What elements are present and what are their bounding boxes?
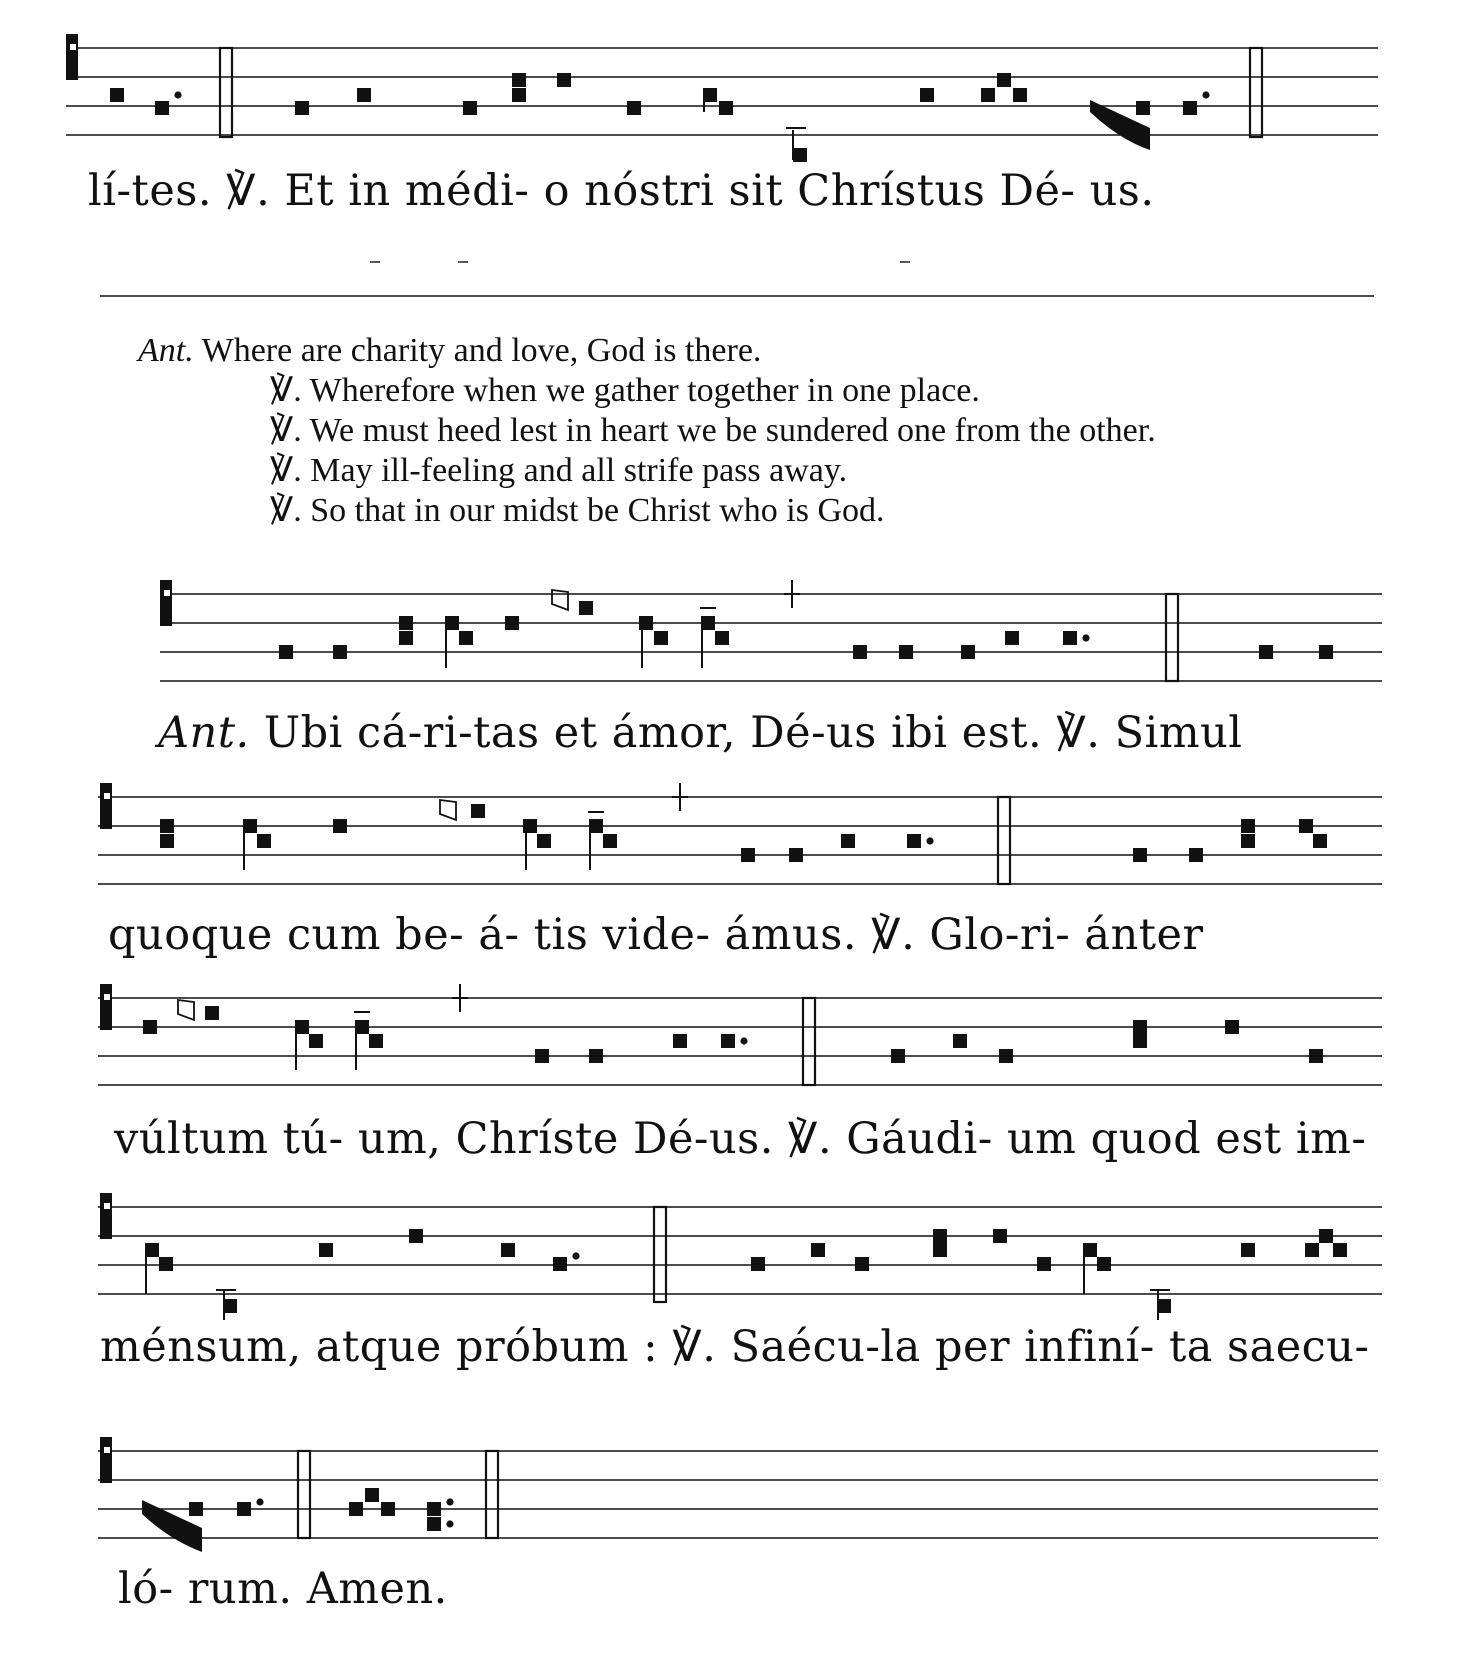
do-clef-icon: [100, 1437, 112, 1483]
punctum-note-icon: [961, 645, 975, 659]
punctum-note-icon: [1259, 645, 1273, 659]
punctum-note-icon: [512, 73, 526, 87]
punctum-note-icon: [557, 73, 571, 87]
punctum-note-icon: [853, 645, 867, 659]
punctum-note-icon: [1157, 1299, 1171, 1313]
punctum-note-icon: [357, 88, 371, 102]
punctum-note-icon: [1133, 1034, 1147, 1048]
punctum-note-icon: [811, 1243, 825, 1257]
punctum-note-icon: [841, 834, 855, 848]
punctum-note-icon: [579, 601, 593, 615]
punctum-note-icon: [445, 616, 459, 630]
verse-symbol: ℣.: [270, 492, 302, 529]
punctum-note-icon: [459, 631, 473, 645]
verse-text: So that in our midst be Christ who is God.: [310, 492, 885, 529]
punctum-note-icon: [589, 819, 603, 833]
punctum-note-icon: [155, 101, 169, 115]
punctum-note-icon: [1299, 819, 1313, 833]
lyrics-line-6: ló- rum. Amen.: [118, 1564, 448, 1614]
punctum-note-icon: [715, 631, 729, 645]
flat-icon: [440, 800, 456, 820]
punctum-note-icon: [427, 1502, 441, 1516]
punctum-note-icon: [319, 1243, 333, 1257]
mora-dot: [256, 1498, 263, 1505]
punctum-note-icon: [1013, 88, 1027, 102]
punctum-note-icon: [365, 1488, 379, 1502]
do-clef-notch: [104, 994, 110, 1000]
punctum-note-icon: [537, 834, 551, 848]
lyrics-line-1: lí-tes. ℣. Et in médi- o nóstri sit Chrístus Dé- us.: [88, 166, 1155, 216]
punctum-note-icon: [789, 848, 803, 862]
mora-dot: [926, 837, 933, 844]
punctum-note-icon: [1225, 1020, 1239, 1034]
punctum-note-icon: [309, 1034, 323, 1048]
punctum-note-icon: [160, 834, 174, 848]
punctum-note-icon: [381, 1502, 395, 1516]
double-bar-icon: [1166, 594, 1178, 681]
punctum-note-icon: [279, 645, 293, 659]
punctum-note-icon: [1333, 1243, 1347, 1257]
punctum-note-icon: [505, 616, 519, 630]
punctum-note-icon: [257, 834, 271, 848]
punctum-note-icon: [355, 1020, 369, 1034]
mora-dot: [1082, 634, 1089, 641]
punctum-note-icon: [1005, 631, 1019, 645]
punctum-note-icon: [1309, 1049, 1323, 1063]
punctum-note-icon: [1241, 819, 1255, 833]
do-clef-notch: [164, 590, 170, 596]
punctum-note-icon: [501, 1243, 515, 1257]
double-bar-icon: [803, 998, 815, 1085]
punctum-note-icon: [1133, 1020, 1147, 1034]
punctum-note-icon: [295, 1020, 309, 1034]
antiphon-label: Ant.: [138, 332, 194, 369]
do-clef-icon: [100, 984, 112, 1030]
punctum-note-icon: [553, 1257, 567, 1271]
mora-dot: [446, 1498, 453, 1505]
punctum-note-icon: [409, 1229, 423, 1243]
do-clef-icon: [66, 34, 78, 80]
translation-verse-3: [270, 454, 847, 488]
do-clef-notch: [104, 793, 110, 799]
verse-symbol: ℣.: [270, 372, 302, 409]
punctum-note-icon: [349, 1502, 363, 1516]
punctum-note-icon: [427, 1517, 441, 1531]
punctum-note-icon: [793, 148, 807, 162]
double-bar-icon: [654, 1207, 666, 1302]
punctum-note-icon: [701, 616, 715, 630]
punctum-note-icon: [1189, 848, 1203, 862]
mora-dot: [446, 1520, 453, 1527]
flat-icon: [178, 1000, 194, 1020]
punctum-note-icon: [243, 819, 257, 833]
punctum-note-icon: [997, 73, 1011, 87]
punctum-note-icon: [1136, 101, 1150, 115]
punctum-note-icon: [981, 88, 995, 102]
punctum-note-icon: [333, 819, 347, 833]
punctum-note-icon: [369, 1034, 383, 1048]
punctum-note-icon: [160, 819, 174, 833]
punctum-note-icon: [110, 88, 124, 102]
punctum-note-icon: [627, 101, 641, 115]
punctum-note-icon: [143, 1020, 157, 1034]
punctum-note-icon: [1313, 834, 1327, 848]
punctum-note-icon: [1133, 848, 1147, 862]
translation-verse-1: [270, 374, 980, 408]
punctum-note-icon: [223, 1299, 237, 1313]
punctum-note-icon: [1063, 631, 1077, 645]
punctum-note-icon: [1097, 1257, 1111, 1271]
punctum-note-icon: [1241, 834, 1255, 848]
punctum-note-icon: [1241, 1243, 1255, 1257]
do-clef-notch: [70, 44, 76, 50]
verse-symbol: ℣.: [270, 412, 302, 449]
punctum-note-icon: [159, 1257, 173, 1271]
punctum-note-icon: [205, 1006, 219, 1020]
do-clef-icon: [100, 1193, 112, 1239]
punctum-note-icon: [899, 645, 913, 659]
punctum-note-icon: [189, 1502, 203, 1516]
punctum-note-icon: [512, 88, 526, 102]
lyrics-line-4: vúltum tú- um, Chríste Dé-us. ℣. Gáudi- um quod est im-: [114, 1114, 1367, 1164]
double-bar-icon: [1250, 48, 1262, 137]
punctum-note-icon: [654, 631, 668, 645]
punctum-note-icon: [1319, 1229, 1333, 1243]
punctum-note-icon: [333, 645, 347, 659]
lyrics-text: Ubi cá-ri-tas et ámor, Dé-us ibi est. ℣. Simul: [263, 708, 1243, 758]
punctum-note-icon: [535, 1049, 549, 1063]
punctum-note-icon: [237, 1502, 251, 1516]
do-clef-notch: [104, 1203, 110, 1209]
punctum-note-icon: [1305, 1243, 1319, 1257]
punctum-note-icon: [1083, 1243, 1097, 1257]
punctum-note-icon: [933, 1229, 947, 1243]
do-clef-notch: [104, 1447, 110, 1453]
punctum-note-icon: [463, 101, 477, 115]
lyrics-line-2: [158, 708, 1243, 758]
punctum-note-icon: [145, 1243, 159, 1257]
punctum-note-icon: [920, 88, 934, 102]
staff-lines: [66, 48, 1382, 1538]
punctum-note-icon: [603, 834, 617, 848]
verse-symbol: ℣.: [270, 452, 302, 489]
punctum-note-icon: [721, 1034, 735, 1048]
punctum-note-icon: [589, 1049, 603, 1063]
translation-verse-4: [270, 494, 885, 528]
punctum-note-icon: [1037, 1257, 1051, 1271]
mora-dot: [572, 1252, 579, 1259]
punctum-note-icon: [993, 1229, 1007, 1243]
translation-antiphon: [138, 334, 761, 368]
flat-icon: [552, 590, 568, 610]
do-clef-icon: [160, 580, 172, 626]
double-bar-icon: [486, 1451, 498, 1538]
mora-dot: [740, 1037, 747, 1044]
punctum-note-icon: [673, 1034, 687, 1048]
lyrics-line-3: quoque cum be- á- tis vide- ámus. ℣. Glo-ri- ánter: [108, 910, 1204, 960]
mora-dot: [1202, 91, 1209, 98]
translation-verse-2: [270, 414, 1156, 448]
punctum-note-icon: [953, 1034, 967, 1048]
double-bar-icon: [220, 48, 232, 137]
antiphon-text: Where are charity and love, God is there.: [201, 332, 762, 369]
lyrics-line-5: ménsum, atque próbum : ℣. Saécu-la per infiní- ta saecu-: [100, 1322, 1370, 1372]
punctum-note-icon: [933, 1243, 947, 1257]
verse-text: We must heed lest in heart we be sundered one from the other.: [309, 412, 1156, 449]
punctum-note-icon: [907, 834, 921, 848]
punctum-note-icon: [741, 848, 755, 862]
punctum-note-icon: [703, 88, 717, 102]
punctum-note-icon: [719, 101, 733, 115]
punctum-note-icon: [295, 101, 309, 115]
do-clef-icon: [100, 783, 112, 829]
antiphon-label: Ant.: [158, 708, 250, 758]
punctum-note-icon: [999, 1049, 1013, 1063]
punctum-note-icon: [751, 1257, 765, 1271]
double-bar-icon: [998, 797, 1010, 884]
double-bar-icon: [298, 1451, 310, 1538]
punctum-note-icon: [1319, 645, 1333, 659]
punctum-note-icon: [399, 616, 413, 630]
punctum-note-icon: [855, 1257, 869, 1271]
verse-text: Wherefore when we gather together in one place.: [309, 372, 980, 409]
punctum-note-icon: [1183, 101, 1197, 115]
verse-text: May ill-feeling and all strife pass away.: [310, 452, 848, 489]
punctum-note-icon: [399, 631, 413, 645]
punctum-note-icon: [891, 1049, 905, 1063]
punctum-note-icon: [471, 804, 485, 818]
mora-dot: [174, 91, 181, 98]
